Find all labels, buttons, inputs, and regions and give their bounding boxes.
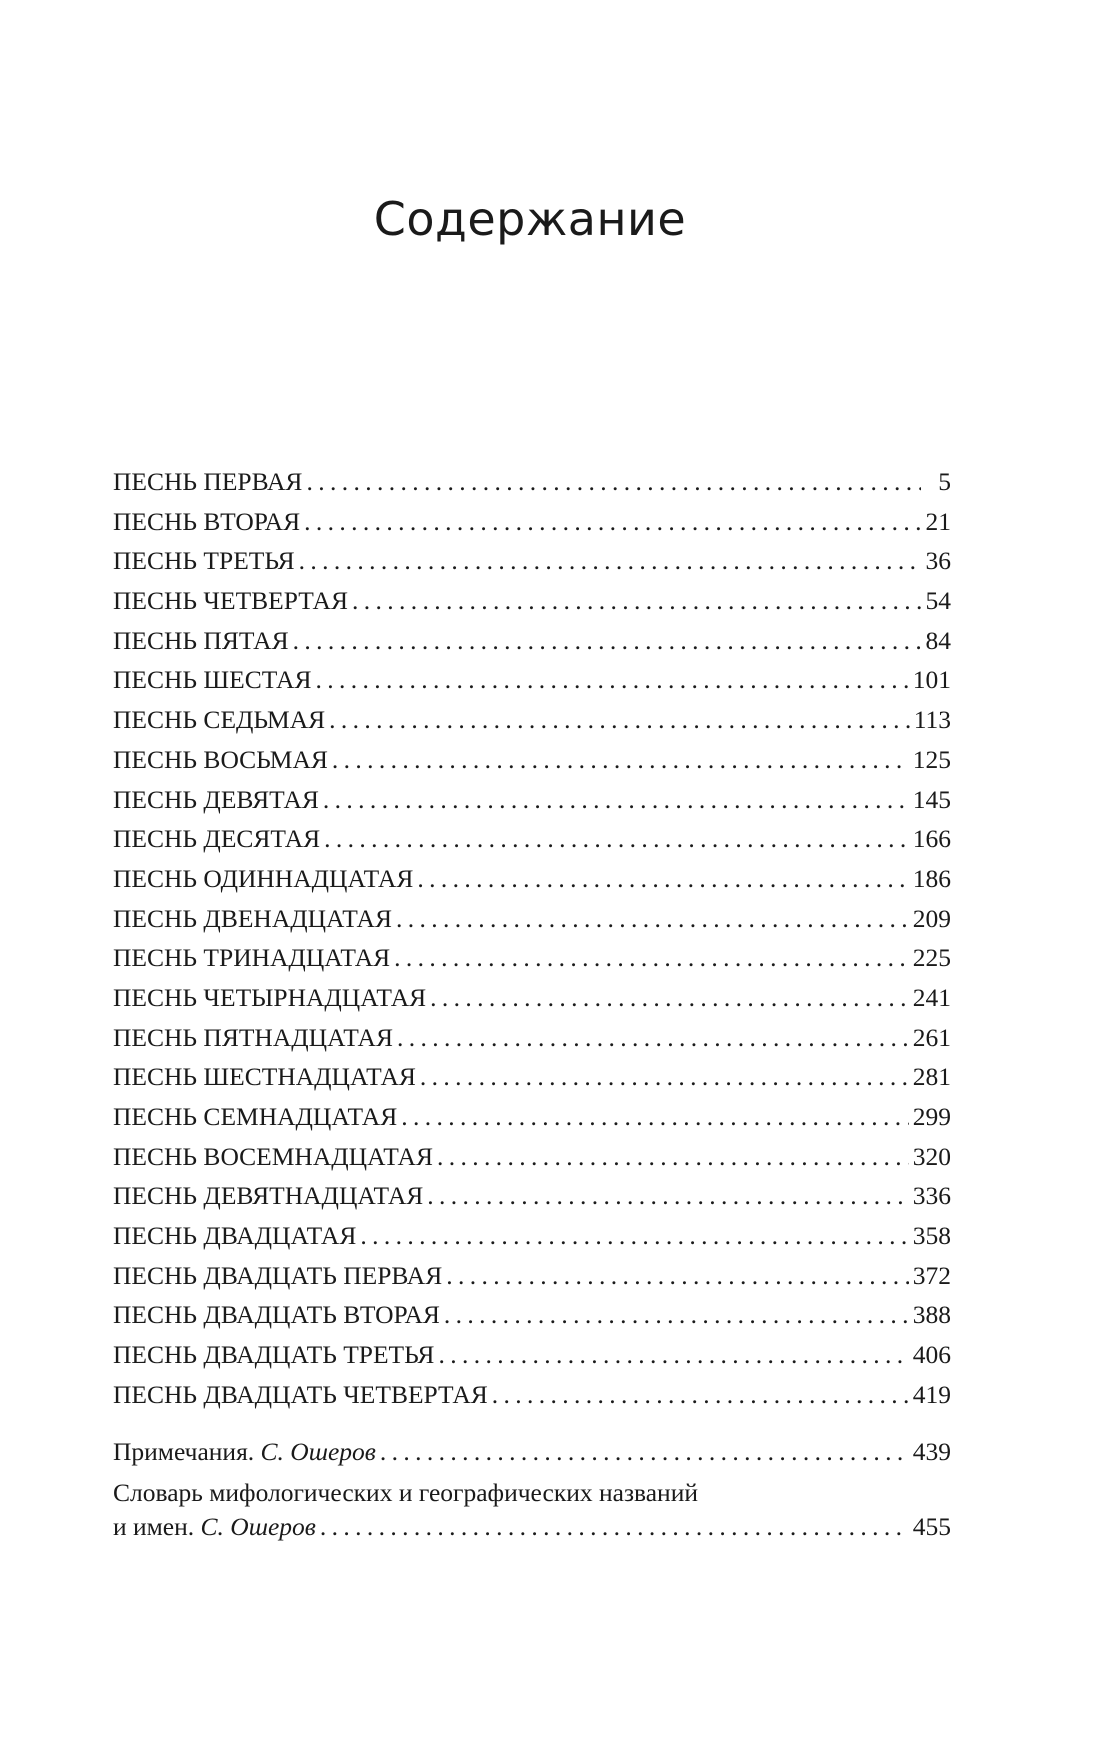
toc-entry-page: 54 xyxy=(925,586,951,616)
toc-entry-label: ПЕСНЬ ДЕСЯТАЯ xyxy=(113,824,321,854)
toc-entry-page: 358 xyxy=(912,1221,951,1251)
leader-dots xyxy=(446,1256,909,1296)
back-matter xyxy=(113,1430,951,1544)
toc-entry[interactable] xyxy=(113,1256,951,1296)
toc-entry-label: ПЕСНЬ ПЕРВАЯ xyxy=(113,467,303,496)
toc-entry-page: 186 xyxy=(912,863,951,893)
toc-entry-page: 372 xyxy=(912,1260,951,1290)
leader-dots xyxy=(315,660,908,700)
leader-dots xyxy=(324,819,909,859)
toc-entry-label: ПЕСНЬ ВОСЬМАЯ xyxy=(113,744,328,774)
leader-dots xyxy=(427,1176,908,1216)
toc-entry[interactable] xyxy=(113,502,951,542)
toc-entry-page: 101 xyxy=(912,665,951,695)
toc-entry[interactable] xyxy=(113,899,951,939)
dictionary-author: С. Ошеров xyxy=(200,1512,316,1541)
toc-entry-page: 113 xyxy=(913,705,951,735)
toc-entry-label: ПЕСНЬ ТРИНАДЦАТАЯ xyxy=(113,943,391,973)
toc-entry-page: 209 xyxy=(912,903,951,933)
toc-entry-label: ПЕСНЬ ЧЕТВЕРТАЯ xyxy=(113,586,348,616)
toc-entry-label: ПЕСНЬ ТРЕТЬЯ xyxy=(113,546,295,576)
toc-entry[interactable] xyxy=(113,1295,951,1335)
toc-entry-label: ПЕСНЬ ДВАДЦАТАЯ xyxy=(113,1221,357,1251)
leader-dots xyxy=(396,899,909,939)
toc-entry[interactable] xyxy=(113,859,951,899)
toc-entry-page: 241 xyxy=(912,982,951,1012)
leader-dots xyxy=(323,780,909,820)
toc-entry-label: ПЕСНЬ ДЕВЯТНАДЦАТАЯ xyxy=(113,1181,424,1211)
toc-entry-label: ПЕСНЬ ДВАДЦАТЬ ТРЕТЬЯ xyxy=(113,1340,435,1370)
leader-dots xyxy=(293,621,921,661)
toc-entry-page: 166 xyxy=(912,824,951,854)
toc-entry-page: 36 xyxy=(925,546,951,576)
toc-entry-label: ПЕСНЬ ДЕВЯТАЯ xyxy=(113,784,319,814)
toc-entry-page: 320 xyxy=(912,1141,951,1171)
leader-dots xyxy=(417,859,908,899)
leader-dots xyxy=(430,978,909,1018)
toc-entry-page: 406 xyxy=(912,1340,951,1370)
dictionary-title-line2: и имен. xyxy=(113,1512,195,1541)
toc-entry[interactable] xyxy=(113,978,951,1018)
toc-entry-page: 225 xyxy=(912,943,951,973)
toc-entry[interactable] xyxy=(113,938,951,978)
toc-entry-label: ПЕСНЬ ДВАДЦАТЬ ЧЕТВЕРТАЯ xyxy=(113,1379,488,1409)
leader-dots xyxy=(332,740,909,780)
toc-entry-dictionary-line2[interactable] xyxy=(113,1510,951,1544)
dictionary-title-line1: Словарь мифологических и географических названий xyxy=(113,1478,698,1507)
leader-dots xyxy=(329,700,910,740)
toc-entry[interactable] xyxy=(113,1137,951,1177)
toc-entry-page: 145 xyxy=(912,784,951,814)
leader-dots xyxy=(304,502,921,542)
toc-entry[interactable] xyxy=(113,1335,951,1375)
leader-dots xyxy=(380,1430,909,1474)
toc-entry[interactable] xyxy=(113,621,951,661)
notes-author: С. Ошеров xyxy=(260,1437,376,1466)
toc-entry-label: ПЕСНЬ ДВАДЦАТЬ ПЕРВАЯ xyxy=(113,1260,443,1290)
leader-dots xyxy=(438,1335,908,1375)
toc-entry-page: 281 xyxy=(912,1062,951,1092)
toc-entry-page: 84 xyxy=(925,625,951,655)
toc-entry-label: ПЕСНЬ ДВЕНАДЦАТАЯ xyxy=(113,903,392,933)
toc-entry-page: 419 xyxy=(912,1379,951,1409)
leader-dots xyxy=(360,1216,908,1256)
leader-dots xyxy=(394,938,909,978)
toc-entry[interactable] xyxy=(113,462,951,502)
toc-entry-label: ПЕСНЬ ПЯТНАДЦАТАЯ xyxy=(113,1022,393,1052)
toc-entry[interactable] xyxy=(113,1176,951,1216)
dictionary-page: 455 xyxy=(912,1512,951,1541)
toc-entry-label: ПЕСНЬ ВОСЕМНАДЦАТАЯ xyxy=(113,1141,433,1171)
leader-dots xyxy=(437,1137,909,1177)
notes-page: 439 xyxy=(912,1437,951,1466)
toc-entry-page: 336 xyxy=(912,1181,951,1211)
leader-dots xyxy=(444,1295,909,1335)
dictionary-label-line2 xyxy=(113,1510,316,1544)
toc-entry[interactable] xyxy=(113,700,951,740)
toc-entry-label: ПЕСНЬ ШЕСТАЯ xyxy=(113,665,312,695)
toc-entry[interactable] xyxy=(113,1018,951,1058)
toc-entry-label: ПЕСНЬ СЕДЬМАЯ xyxy=(113,705,326,735)
toc-entry-page: 388 xyxy=(912,1300,951,1330)
page-title: Содержание xyxy=(373,192,687,246)
toc-entry-notes[interactable] xyxy=(113,1430,951,1474)
toc-entry-label: ПЕСНЬ ЧЕТЫРНАДЦАТАЯ xyxy=(113,982,427,1012)
toc-entry[interactable] xyxy=(113,740,951,780)
leader-dots xyxy=(401,1097,909,1137)
leader-dots xyxy=(352,581,921,621)
toc-entry-page: 299 xyxy=(912,1102,951,1131)
leader-dots xyxy=(397,1018,909,1058)
toc-entry[interactable] xyxy=(113,780,951,820)
toc-entry-label: ПЕСНЬ ПЯТАЯ xyxy=(113,625,289,655)
leader-dots xyxy=(420,1057,909,1097)
toc-entry-label: ПЕСНЬ ШЕСТНАДЦАТАЯ xyxy=(113,1062,416,1092)
toc-entry-page: 261 xyxy=(912,1022,951,1052)
leader-dots xyxy=(320,1510,909,1544)
leader-dots xyxy=(492,1375,909,1415)
toc-entry-label: ПЕСНЬ СЕМНАДЦАТАЯ xyxy=(113,1102,398,1131)
leader-dots xyxy=(306,462,921,502)
toc-entry-dictionary-line1[interactable] xyxy=(113,1476,951,1510)
toc-entry[interactable] xyxy=(113,1216,951,1256)
toc-entry[interactable] xyxy=(113,1097,951,1137)
toc-entry[interactable] xyxy=(113,1057,951,1097)
toc-entry-label: ПЕСНЬ ВТОРАЯ xyxy=(113,506,301,536)
toc-entry[interactable] xyxy=(113,660,951,700)
notes-label xyxy=(113,1430,376,1474)
toc-entry[interactable] xyxy=(113,581,951,621)
toc-entry-page: 21 xyxy=(925,506,951,536)
toc-entry-label: ПЕСНЬ ДВАДЦАТЬ ВТОРАЯ xyxy=(113,1300,440,1330)
toc-entry-page: 5 xyxy=(938,467,951,496)
toc-entry[interactable] xyxy=(113,1375,951,1415)
toc-entry-label: ПЕСНЬ ОДИННАДЦАТАЯ xyxy=(113,863,414,893)
notes-title: Примечания. xyxy=(113,1437,255,1466)
toc-entry-page: 125 xyxy=(912,744,951,774)
toc-entry[interactable] xyxy=(113,819,951,859)
leader-dots xyxy=(299,541,921,581)
toc-entry[interactable] xyxy=(113,541,951,581)
table-of-contents xyxy=(113,462,951,1415)
